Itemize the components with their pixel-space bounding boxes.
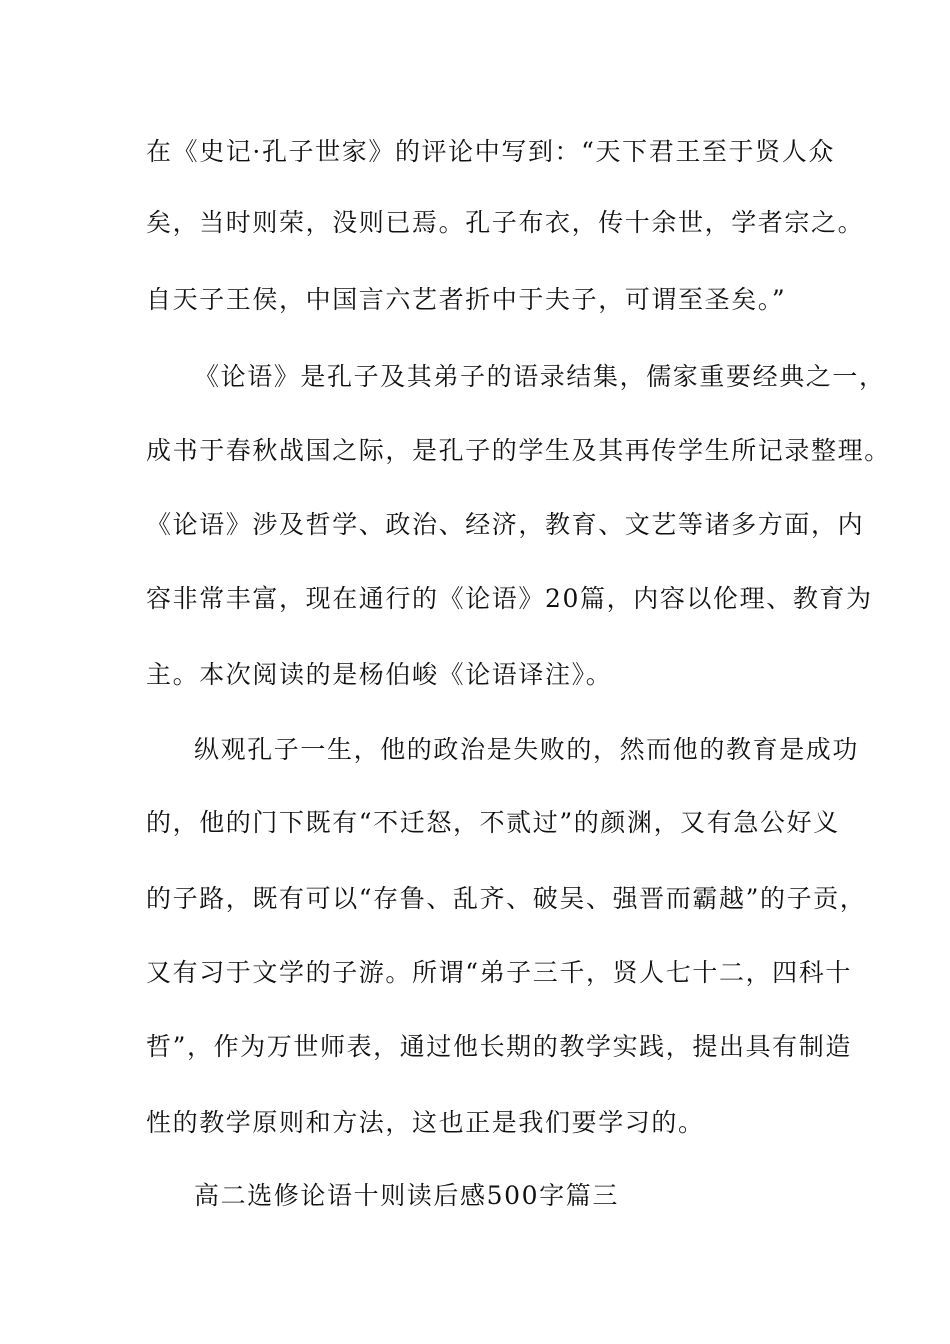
paragraph-line: 的，他的门下既有“不迁怒，不贰过”的颜渊，又有急公好义 xyxy=(146,808,840,837)
paragraph-line: 性的教学原则和方法，这也正是我们要学习的。 xyxy=(146,1108,705,1137)
paragraph-line: 矣，当时则荣，没则已焉。孔子布衣，传十余世，学者宗之。 xyxy=(146,208,865,237)
paragraph-line: 主。本次阅读的是杨伯峻《论语译注》。 xyxy=(146,660,613,689)
paragraph-line: 纵观孔子一生，他的政治是失败的，然而他的教育是成功 xyxy=(194,735,860,764)
paragraph-line: 又有习于文学的子游。所谓“弟子三千，贤人七十二，四科十 xyxy=(146,958,852,987)
paragraph-line: 的子路，既有可以“存鲁、乱齐、破吴、强晋而霸越”的子贡， xyxy=(146,884,867,913)
paragraph-line: 在《史记·孔子世家》的评论中写到：“天下君王至于贤人众 xyxy=(146,137,835,166)
paragraph-line: 自天子王侯，中国言六艺者折中于夫子，可谓至圣矣。” xyxy=(146,285,787,314)
paragraph-line: 哲”，作为万世师表，通过他长期的教学实践，提出具有制造 xyxy=(146,1032,852,1061)
paragraph-line: 《论语》是孔子及其弟子的语录结集，儒家重要经典之一， xyxy=(194,362,886,391)
paragraph-line: 《论语》涉及哲学、政治、经济，教育、文艺等诸多方面，内 xyxy=(146,510,865,539)
paragraph-line: 容非常丰富，现在通行的《论语》20篇，内容以伦理、教育为 xyxy=(146,584,873,613)
paragraph-line: 成书于春秋战国之际，是孔子的学生及其再传学生所记录整理。 xyxy=(146,436,891,465)
section-heading: 高二选修论语十则读后感500字篇三 xyxy=(194,1181,619,1210)
